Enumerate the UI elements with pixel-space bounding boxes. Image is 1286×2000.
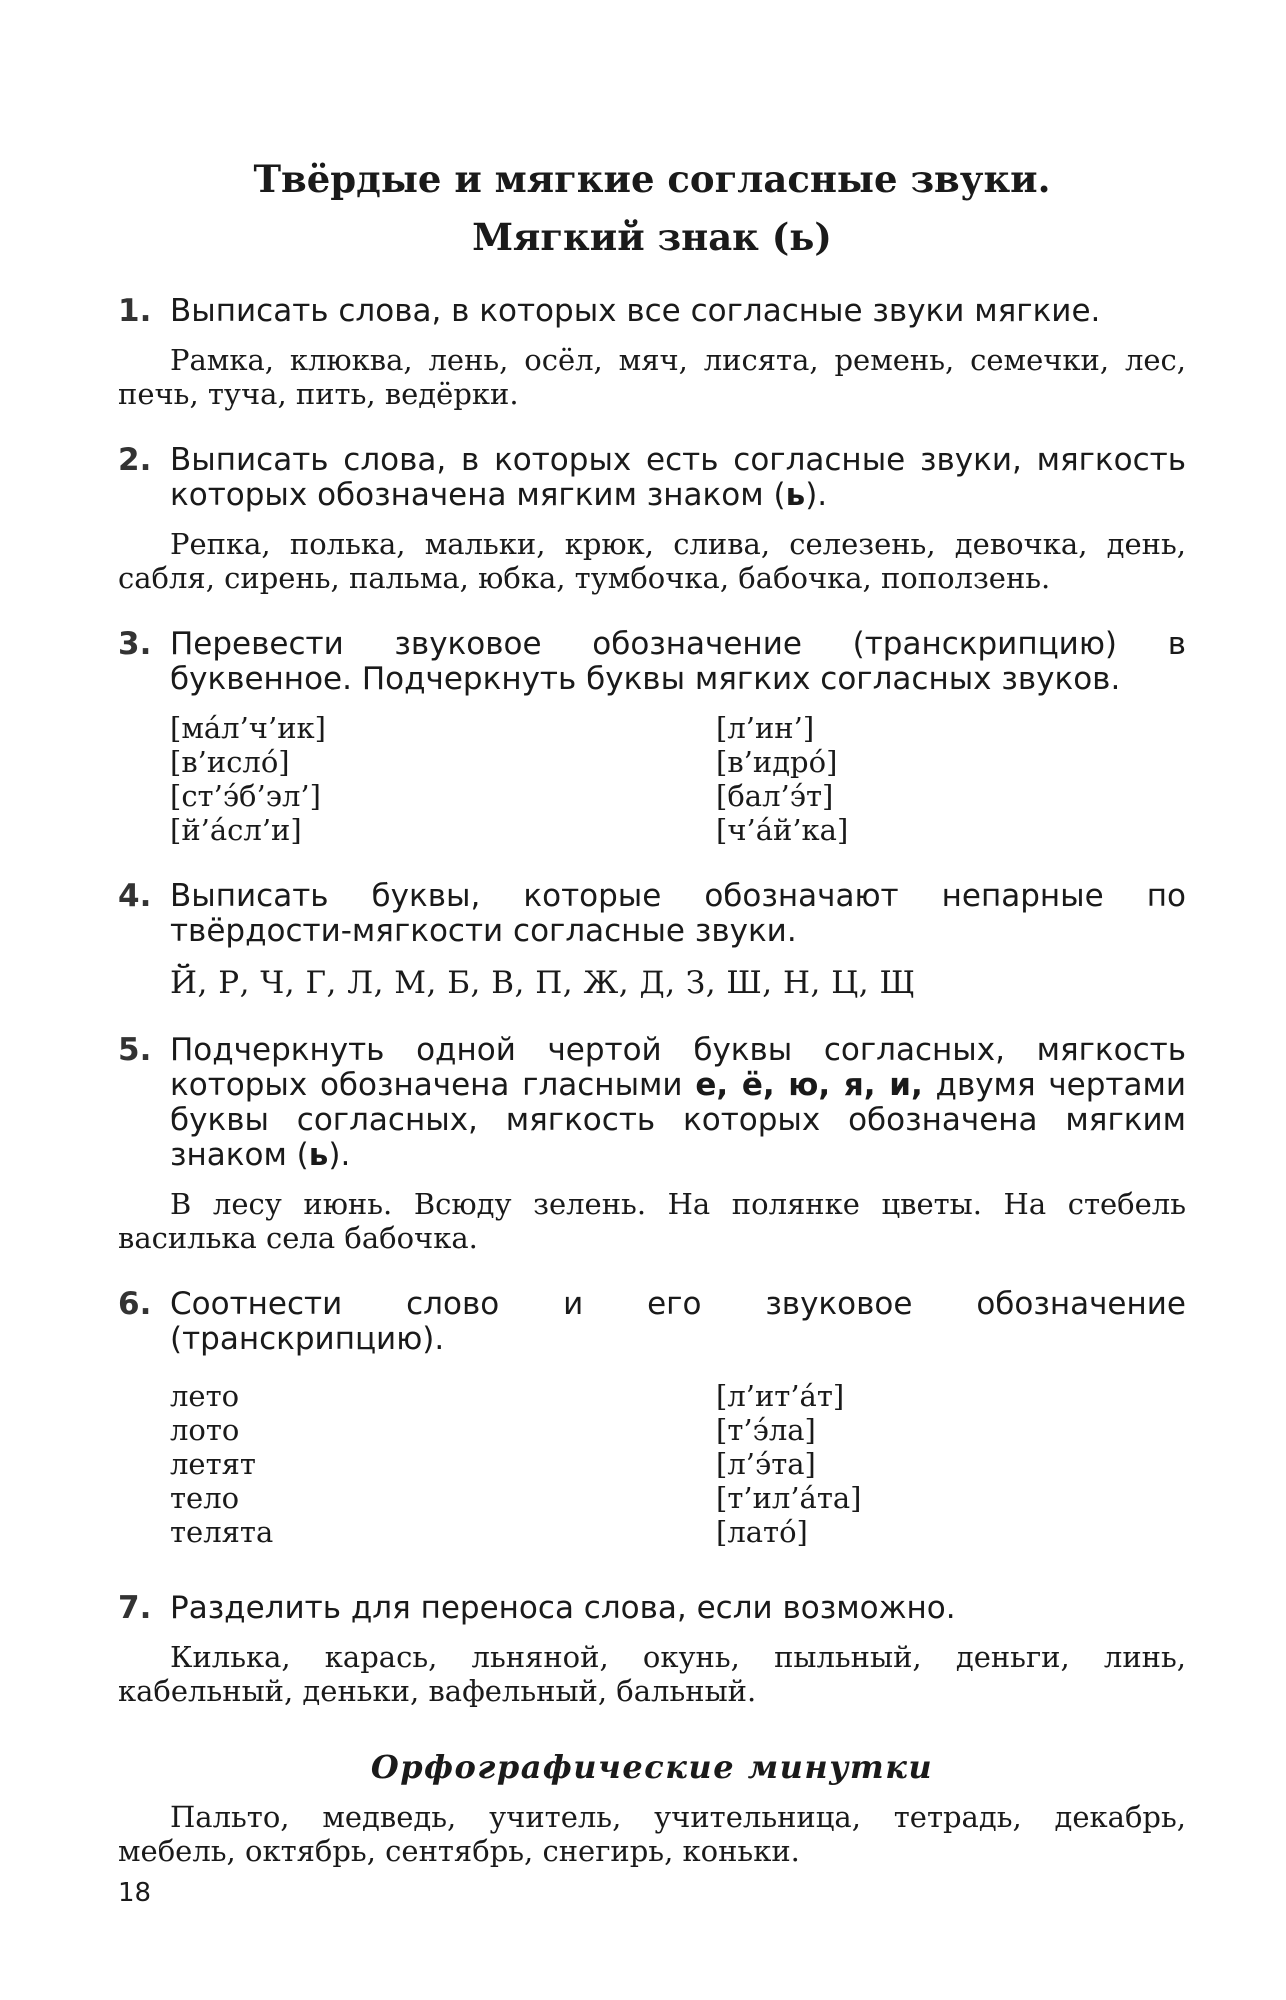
transcription-right: [в’идро́] bbox=[716, 745, 838, 779]
transcription-right: [ч’а́й’ка] bbox=[716, 813, 849, 847]
task-number: 6. bbox=[118, 1286, 152, 1322]
letters-list: Й, Р, Ч, Г, Л, М, Б, В, П, Ж, Д, З, Ш, Н, Ц, Щ bbox=[170, 965, 916, 1001]
task-instruction: Разделить для переноса слова, если возможно. bbox=[170, 1590, 956, 1626]
transcription-left: [ст’э́б’эл’] bbox=[170, 779, 321, 813]
task-instruction bbox=[170, 1033, 1186, 1173]
task-instruction bbox=[170, 443, 1186, 513]
word-left: лето bbox=[170, 1379, 240, 1413]
task-1 bbox=[118, 294, 1186, 411]
instruction-bold: ь bbox=[308, 1137, 329, 1173]
instruction-bold: ь bbox=[785, 477, 806, 513]
page-content bbox=[118, 150, 1186, 1868]
task-text: Рамка, клюква, лень, осёл, мяч, лисята, ремень, семечки, лес, печь, туча, пить, ведёрки. bbox=[118, 343, 1186, 411]
task-number: 2. bbox=[118, 442, 152, 478]
page-title bbox=[118, 150, 1186, 266]
page-number: 18 bbox=[118, 1878, 152, 1908]
instruction-text: двумя чертами буквы согласных, мягкость которых обозначена мягким знаком ( bbox=[170, 1067, 1186, 1173]
task-3 bbox=[118, 627, 1186, 847]
task-number: 1. bbox=[118, 293, 152, 329]
task-text: В лесу июнь. Всюду зелень. На полянке цветы. На стебель василька села бабочка. bbox=[118, 1187, 1186, 1255]
instruction-text: Подчеркнуть одной чертой буквы согласных, мягкость которых обозначена гласными bbox=[170, 1032, 1186, 1103]
transcription-table bbox=[170, 711, 1186, 847]
title-line-1: Твёрдые и мягкие согласные звуки. bbox=[253, 157, 1051, 201]
task-number: 7. bbox=[118, 1590, 152, 1626]
word-left: телята bbox=[170, 1515, 274, 1549]
task-number: 3. bbox=[118, 626, 152, 662]
matching-table bbox=[170, 1379, 1186, 1549]
instruction-text: Выписать слова, в которых есть согласные звуки, мягкость которых обозначена мягким знаком ( bbox=[170, 442, 1186, 513]
transcription-left: [ма́л’ч’ик] bbox=[170, 711, 326, 745]
task-number: 4. bbox=[118, 878, 152, 914]
word-left: тело bbox=[170, 1481, 240, 1515]
transcription-right: [бал’э́т] bbox=[716, 779, 834, 813]
task-6 bbox=[118, 1287, 1186, 1549]
title-line-2: Мягкий знак (ь) bbox=[472, 215, 832, 259]
task-instruction: Перевести звуковое обозначение (транскрипцию) в буквенное. Подчеркнуть буквы мягких согласных звуков. bbox=[170, 626, 1186, 697]
section-title: Орфографические минутки bbox=[370, 1748, 934, 1786]
task-2 bbox=[118, 443, 1186, 595]
task-text: Репка, полька, мальки, крюк, слива, селезень, девочка, день, сабля, сирень, пальма, юбка, тумбочка, бабочка, поползень. bbox=[118, 527, 1186, 595]
transcription-right: [л’ит’а́т] bbox=[716, 1379, 845, 1413]
task-instruction: Выписать слова, в которых все согласные звуки мягкие. bbox=[170, 293, 1101, 329]
task-number: 5. bbox=[118, 1032, 152, 1068]
word-left: летят bbox=[170, 1447, 256, 1481]
section-text: Пальто, медведь, учитель, учительница, тетрадь, декабрь, мебель, октябрь, сентябрь, снегирь, коньки. bbox=[118, 1800, 1186, 1868]
transcription-right: [т’э́ла] bbox=[716, 1413, 816, 1447]
word-left: лото bbox=[170, 1413, 240, 1447]
transcription-right: [т’ил’а́та] bbox=[716, 1481, 862, 1515]
task-instruction: Соотнести слово и его звуковое обозначение (транскрипцию). bbox=[170, 1286, 1186, 1357]
task-instruction: Выписать буквы, которые обозначают непарные по твёрдости-мягкости согласные звуки. bbox=[170, 878, 1186, 949]
instruction-text: ). bbox=[805, 477, 828, 513]
transcription-left: [й’а́сл’и] bbox=[170, 813, 302, 847]
transcription-right: [лато́] bbox=[716, 1515, 808, 1549]
instruction-text: ). bbox=[328, 1137, 351, 1173]
task-5 bbox=[118, 1033, 1186, 1255]
task-7 bbox=[118, 1591, 1186, 1708]
transcription-right: [л’ин’] bbox=[716, 711, 815, 745]
task-text: Килька, карась, льняной, окунь, пыльный, деньги, линь, кабельный, деньки, вафельный, бальный. bbox=[118, 1640, 1186, 1708]
instruction-bold: е, ё, ю, я, и, bbox=[695, 1067, 923, 1103]
transcription-left: [в’исло́] bbox=[170, 745, 290, 779]
transcription-right: [л’э́та] bbox=[716, 1447, 816, 1481]
task-4 bbox=[118, 879, 1186, 1001]
